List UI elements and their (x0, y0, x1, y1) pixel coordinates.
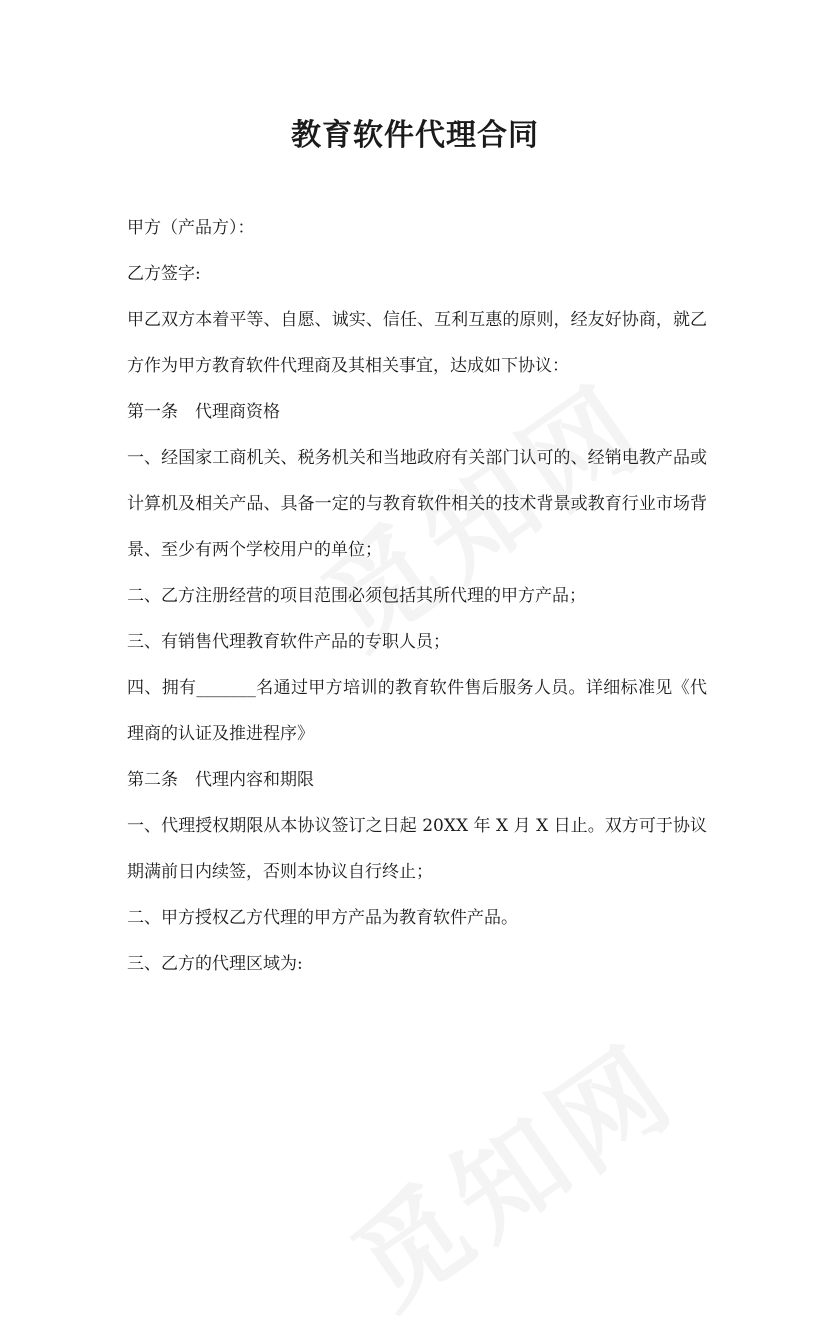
clause-paragraph: 二、甲方授权乙方代理的甲方产品为教育软件产品。 (127, 908, 518, 928)
clause-paragraph: 四、拥有_______名通过甲方培训的教育软件售后服务人员。详细标准见《代理商的认证及推进程序》 (127, 678, 707, 744)
article-heading: 第二条 代理内容和期限 (127, 770, 314, 790)
clause-paragraph: 三、有销售代理教育软件产品的专职人员； (127, 632, 450, 652)
clause-paragraph: 一、经国家工商机关、税务机关和当地政府有关部门认可的、经销电教产品或计算机及相关产品、具备一定的与教育软件相关的技术背景或教育行业市场背景、至少有两个学校用户的单位； (127, 448, 707, 560)
preamble-paragraph: 甲乙双方本着平等、自愿、诚实、信任、互利互惠的原则，经友好协商，就乙方作为甲方教育软件代理商及其相关事宜，达成如下协议： (127, 310, 707, 376)
document-body (127, 205, 707, 987)
clause-paragraph: 一、代理授权期限从本协议签订之日起 20XX 年 X 月 X 日止。双方可于协议期满前日内续签，否则本协议自行终止； (127, 816, 707, 882)
watermark (317, 1001, 703, 1337)
document-title: 教育软件代理合同 (291, 118, 539, 153)
clause-paragraph: 二、乙方注册经营的项目范围必须包括其所代理的甲方产品； (127, 586, 586, 606)
article-heading: 第一条 代理商资格 (127, 402, 280, 422)
party-b-line: 乙方签字: (127, 264, 201, 284)
clause-paragraph: 三、乙方的代理区域为: (127, 954, 303, 974)
party-a-line: 甲方（产品方）： (127, 218, 255, 238)
